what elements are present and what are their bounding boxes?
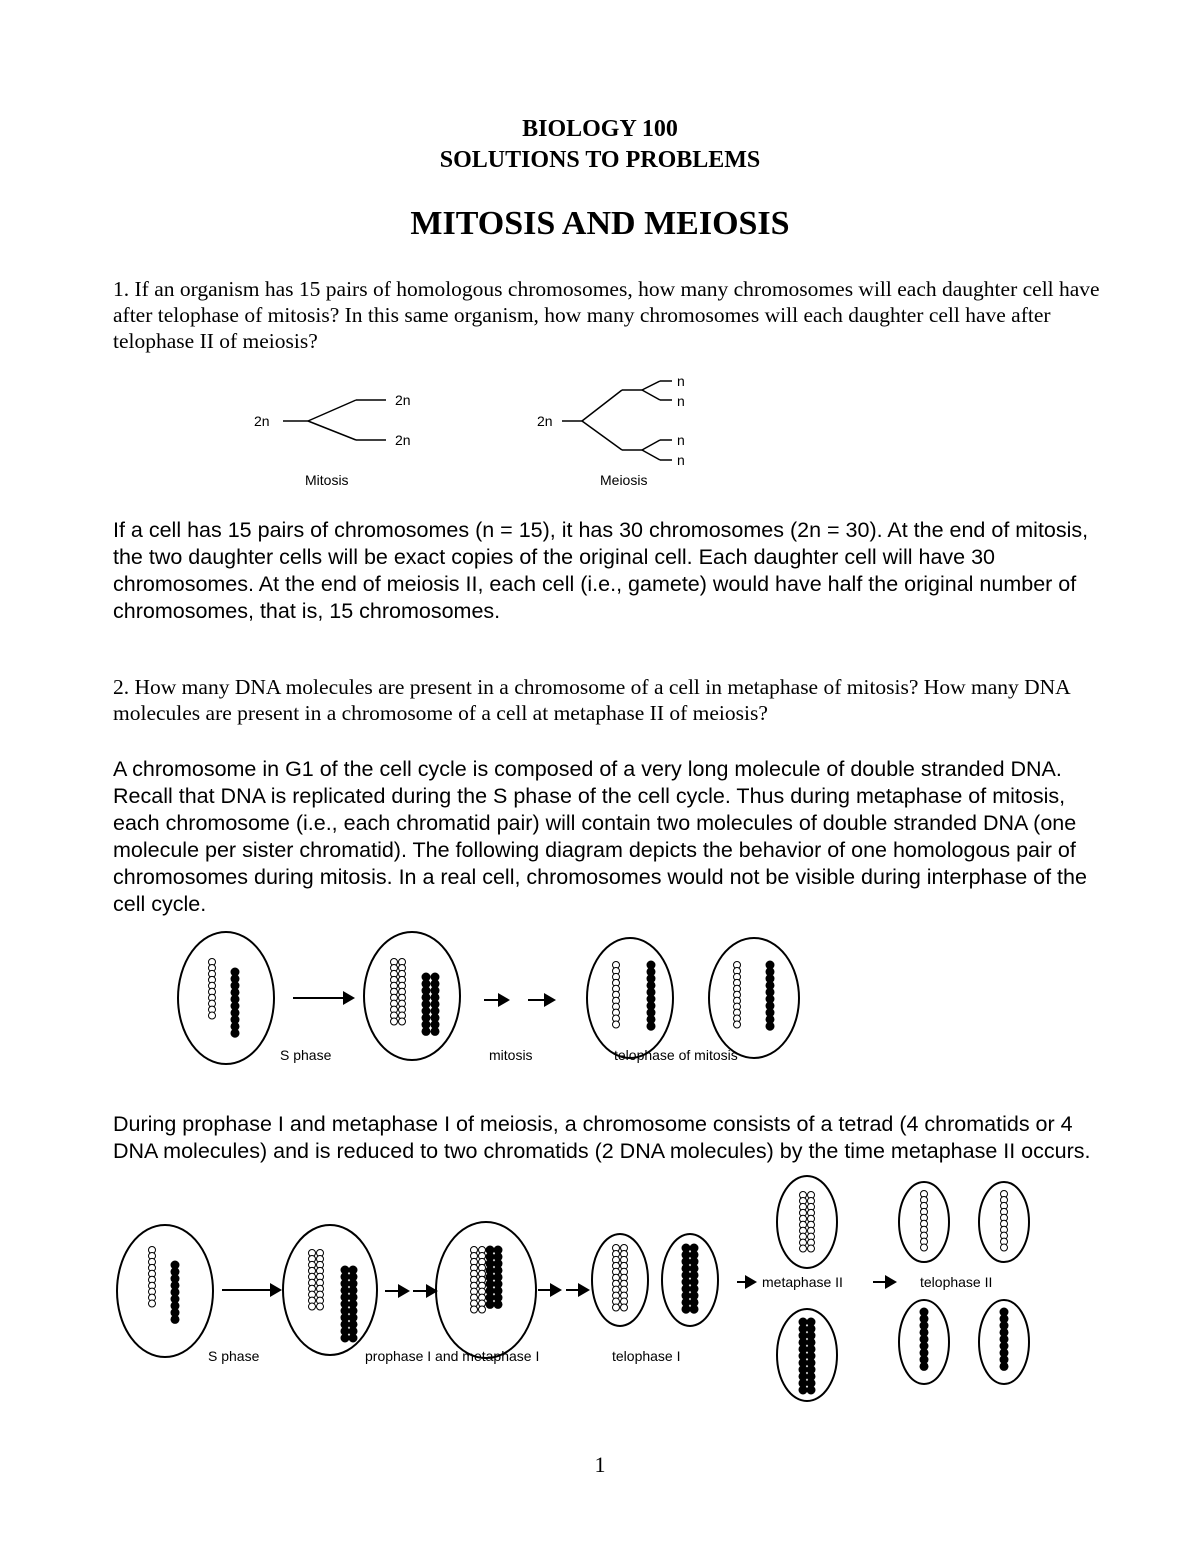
- meiosis-caption: Meiosis: [600, 472, 648, 488]
- dark-chromatid: [690, 1244, 698, 1313]
- arrow-head-icon: [270, 1283, 282, 1297]
- mitosis-leaf-label: 2n: [395, 392, 411, 408]
- dark-chromatid: [682, 1244, 690, 1313]
- light-chromatid: [800, 1192, 807, 1253]
- dark-chromatid: [349, 1266, 357, 1342]
- dark-chromatid: [920, 1308, 928, 1370]
- cell-outline: [777, 1176, 837, 1268]
- question-1: 1. If an organism has 15 pairs of homologous chromosomes, how many chromosomes will each daughter cell have after telophase of mitosis? In this same organism, how many chromosomes will each daughter cell have after telophase II of meiosis?: [113, 277, 1100, 353]
- cell-outline: [283, 1225, 377, 1355]
- cell-outline: [117, 1225, 213, 1357]
- mitosis-caption: Mitosis: [305, 472, 349, 488]
- dark-chromatid: [341, 1266, 349, 1342]
- dark-chromatid: [494, 1246, 502, 1308]
- course-title: BIOLOGY 100: [522, 116, 678, 142]
- meiosis-root-label: 2n: [537, 413, 553, 429]
- chromatin-bead: [1001, 1244, 1008, 1251]
- meiosis-leaf-label: n: [677, 432, 685, 448]
- mitosis-root-label: 2n: [254, 413, 270, 429]
- s-phase-label: S phase: [208, 1348, 260, 1364]
- chromatin-bead: [920, 1362, 928, 1370]
- chromatin-bead: [613, 1304, 620, 1311]
- chromatin-bead: [800, 1245, 807, 1252]
- light-chromatid: [621, 1245, 628, 1312]
- chromatin-bead: [171, 1315, 179, 1323]
- question-2: 2. How many DNA molecules are present in a chromosome of a cell in metaphase of mitosis? How many DNA molecules are present in a chromosome of a cell at metaphase II of meiosis?: [113, 675, 1070, 725]
- chromatin-bead: [486, 1300, 494, 1308]
- s-phase-label: S phase: [280, 1047, 332, 1063]
- answer-1: If a cell has 15 pairs of chromosomes (n = 15), it has 30 chromosomes (2n = 30). At the end of mitosis, the two daughter cells will be exact copies of the original cell. Each daughter cell will have 30 chromosomes. At the end of meiosis II, each cell (i.e., gamete) would have half the original number of chromosomes, that is, 15 chromosomes.: [113, 518, 1089, 623]
- arrow-head-icon: [550, 1283, 562, 1297]
- chromatin-bead: [341, 1334, 349, 1342]
- chromatin-bead: [309, 1303, 316, 1310]
- answer-2: A chromosome in G1 of the cell cycle is composed of a very long molecule of double stranded DNA. Recall that DNA is replicated during the S phase of the cell cycle. Thus during metaphase of mitosis, each chromosome (i.e., each chromatid pair) will contain two molecules of double stranded DNA (one molecule per sister chromatid). The following diagram depicts the behavior of one homologous pair of chromosomes during mitosis. In a real cell, chromosomes would not be visible during interphase of the cell cycle.: [113, 757, 1087, 916]
- answer-2-meiosis: During prophase I and metaphase I of meiosis, a chromosome consists of a tetrad (4 chromatids or 4 DNA molecules) and is reduced to two chromatids (2 DNA molecules) by the time metaphase II occurs.: [113, 1112, 1091, 1163]
- dark-chromatid: [799, 1318, 807, 1394]
- arrow-head-icon: [885, 1275, 897, 1289]
- mitosis-leaf-label: 2n: [395, 432, 411, 448]
- dark-chromatid: [1000, 1308, 1008, 1370]
- chromatin-bead: [690, 1305, 698, 1313]
- arrow-head-icon: [578, 1283, 590, 1297]
- chromatin-bead: [807, 1386, 815, 1394]
- arrow-head-icon: [398, 1284, 410, 1298]
- telophase-ii-label: telophase II: [920, 1274, 993, 1290]
- meiosis-leaf-label: n: [677, 393, 685, 409]
- chromatin-bead: [149, 1300, 156, 1307]
- chromatin-bead: [471, 1306, 478, 1313]
- chromatin-bead: [479, 1306, 486, 1313]
- arrow-head-icon: [745, 1275, 757, 1289]
- chromatin-bead: [621, 1304, 628, 1311]
- prophase-metaphase-label: prophase I and metaphase I: [365, 1348, 540, 1364]
- chromatin-bead: [799, 1386, 807, 1394]
- page-title: MITOSIS AND MEIOSIS: [410, 205, 790, 242]
- light-chromatid: [808, 1192, 815, 1253]
- light-chromatid: [1001, 1191, 1008, 1252]
- light-chromatid: [921, 1191, 928, 1252]
- light-chromatid: [479, 1247, 486, 1314]
- meiosis-leaf-label: n: [677, 373, 685, 389]
- light-chromatid: [613, 1245, 620, 1312]
- chromatin-bead: [494, 1300, 502, 1308]
- meiosis-leaf-label: n: [677, 452, 685, 468]
- chromatin-bead: [682, 1305, 690, 1313]
- light-chromatid: [309, 1250, 316, 1311]
- page-number: 1: [594, 1452, 606, 1477]
- chromatin-bead: [1000, 1362, 1008, 1370]
- chromatin-bead: [808, 1245, 815, 1252]
- light-chromatid: [317, 1250, 324, 1311]
- chromatin-bead: [317, 1303, 324, 1310]
- light-chromatid: [471, 1247, 478, 1314]
- mitosis-label: mitosis: [489, 1047, 533, 1063]
- telophase-i-label: telophase I: [612, 1348, 681, 1364]
- light-chromatid: [149, 1247, 156, 1308]
- subtitle: SOLUTIONS TO PROBLEMS: [439, 147, 761, 173]
- dark-chromatid: [171, 1261, 179, 1323]
- dark-chromatid: [807, 1318, 815, 1394]
- chromatin-bead: [921, 1244, 928, 1251]
- dark-chromatid: [486, 1246, 494, 1308]
- chromatin-bead: [349, 1334, 357, 1342]
- metaphase-ii-label: metaphase II: [762, 1274, 843, 1290]
- telophase-of-mitosis-label: telophase of mitosis: [614, 1047, 738, 1063]
- cell-outline: [592, 1234, 648, 1326]
